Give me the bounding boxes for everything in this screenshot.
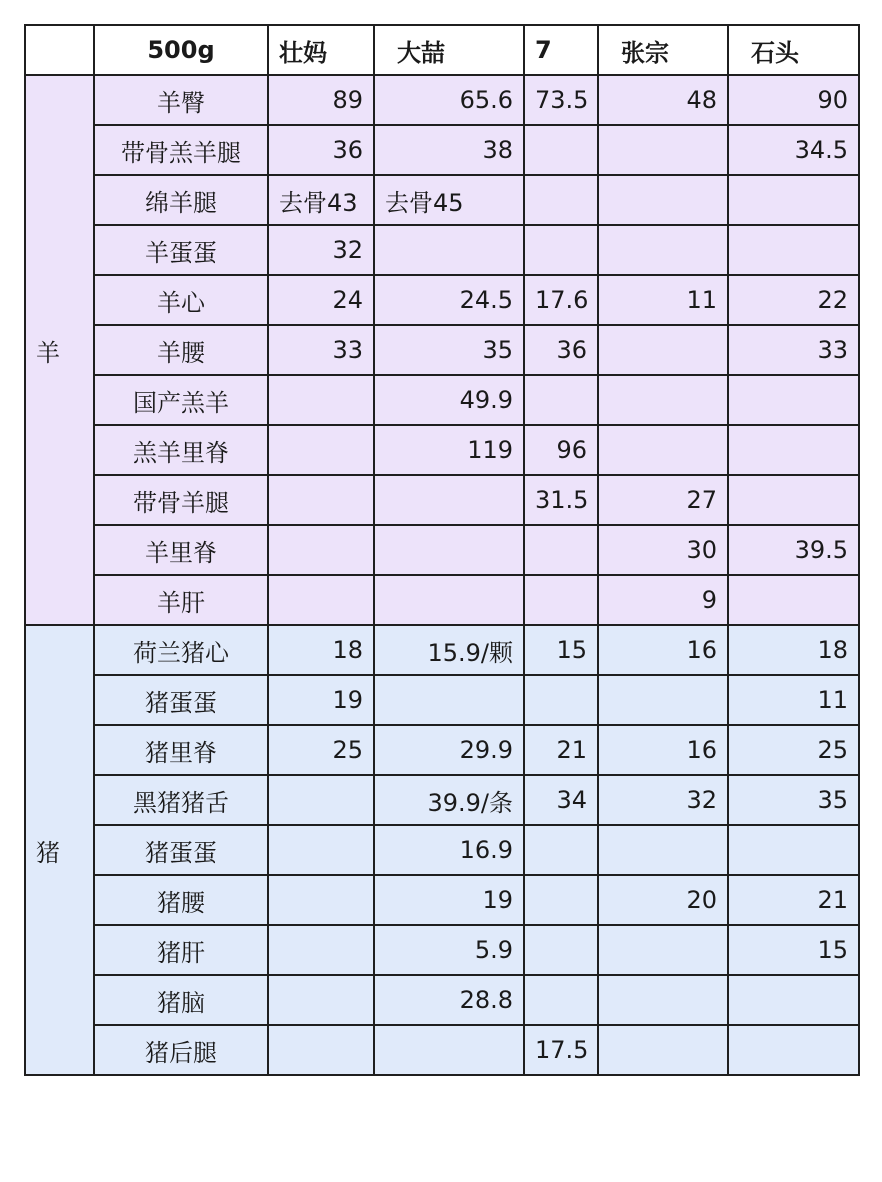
price-cell xyxy=(598,175,728,225)
price-cell: 25 xyxy=(268,725,374,775)
price-cell: 22 xyxy=(728,275,859,325)
price-cell xyxy=(524,175,598,225)
price-cell xyxy=(374,675,524,725)
price-cell: 48 xyxy=(598,75,728,125)
header-seven: 7 xyxy=(524,25,598,75)
price-cell xyxy=(374,575,524,625)
price-cell xyxy=(268,375,374,425)
item-name-cell: 黑猪猪舌 xyxy=(94,775,268,825)
price-cell xyxy=(268,575,374,625)
table-row xyxy=(25,575,859,625)
price-cell xyxy=(268,975,374,1025)
price-cell: 31.5 xyxy=(524,475,598,525)
table-row xyxy=(25,725,859,775)
price-cell: 16.9 xyxy=(374,825,524,875)
price-cell xyxy=(598,425,728,475)
price-cell xyxy=(524,925,598,975)
price-cell: 36 xyxy=(524,325,598,375)
table-row xyxy=(25,925,859,975)
price-cell xyxy=(524,225,598,275)
item-name-cell: 绵羊腿 xyxy=(94,175,268,225)
price-cell xyxy=(268,825,374,875)
price-cell: 24 xyxy=(268,275,374,325)
price-cell xyxy=(268,425,374,475)
price-cell: 25 xyxy=(728,725,859,775)
item-name-cell: 羊腰 xyxy=(94,325,268,375)
price-cell: 15 xyxy=(524,625,598,675)
price-cell xyxy=(524,125,598,175)
price-cell: 19 xyxy=(374,875,524,925)
table-row xyxy=(25,675,859,725)
price-cell: 38 xyxy=(374,125,524,175)
price-cell: 35 xyxy=(374,325,524,375)
price-cell: 17.5 xyxy=(524,1025,598,1075)
table-row xyxy=(25,875,859,925)
header-item: 500g xyxy=(94,25,268,75)
price-cell xyxy=(728,975,859,1025)
item-name-cell: 羔羊里脊 xyxy=(94,425,268,475)
price-cell: 21 xyxy=(728,875,859,925)
price-cell xyxy=(524,375,598,425)
table-row xyxy=(25,275,859,325)
item-name-cell: 猪后腿 xyxy=(94,1025,268,1075)
price-cell: 33 xyxy=(268,325,374,375)
price-cell: 5.9 xyxy=(374,925,524,975)
price-cell: 15.9/颗 xyxy=(374,625,524,675)
price-cell xyxy=(598,1025,728,1075)
category-cell-mutton: 羊 xyxy=(25,75,94,625)
price-cell: 18 xyxy=(268,625,374,675)
price-cell xyxy=(268,925,374,975)
price-cell: 11 xyxy=(728,675,859,725)
table-row xyxy=(25,475,859,525)
price-cell xyxy=(728,1025,859,1075)
item-name-cell: 带骨羔羊腿 xyxy=(94,125,268,175)
price-cell xyxy=(728,225,859,275)
item-name-cell: 羊臀 xyxy=(94,75,268,125)
price-cell: 32 xyxy=(598,775,728,825)
price-cell xyxy=(598,675,728,725)
item-name-cell: 猪腰 xyxy=(94,875,268,925)
item-name-cell: 羊里脊 xyxy=(94,525,268,575)
item-name-cell: 猪肝 xyxy=(94,925,268,975)
price-cell: 30 xyxy=(598,525,728,575)
price-cell xyxy=(598,225,728,275)
item-name-cell: 猪蛋蛋 xyxy=(94,675,268,725)
table-row xyxy=(25,75,859,125)
price-cell: 17.6 xyxy=(524,275,598,325)
price-cell xyxy=(728,175,859,225)
price-cell: 11 xyxy=(598,275,728,325)
price-cell: 9 xyxy=(598,575,728,625)
price-cell: 39.9/条 xyxy=(374,775,524,825)
table-row xyxy=(25,775,859,825)
price-cell: 34.5 xyxy=(728,125,859,175)
item-name-cell: 荷兰猪心 xyxy=(94,625,268,675)
table-row xyxy=(25,325,859,375)
price-cell xyxy=(268,1025,374,1075)
table-row xyxy=(25,1025,859,1075)
price-cell xyxy=(728,375,859,425)
price-cell: 49.9 xyxy=(374,375,524,425)
item-name-cell: 羊心 xyxy=(94,275,268,325)
price-cell xyxy=(728,575,859,625)
price-cell: 39.5 xyxy=(728,525,859,575)
item-name-cell: 国产羔羊 xyxy=(94,375,268,425)
price-cell xyxy=(268,525,374,575)
price-cell: 32 xyxy=(268,225,374,275)
price-cell: 21 xyxy=(524,725,598,775)
table-row xyxy=(25,825,859,875)
price-cell: 29.9 xyxy=(374,725,524,775)
table-row xyxy=(25,175,859,225)
item-name-cell: 猪蛋蛋 xyxy=(94,825,268,875)
price-cell xyxy=(374,475,524,525)
price-cell: 19 xyxy=(268,675,374,725)
table-body xyxy=(25,75,859,1075)
price-cell xyxy=(728,825,859,875)
price-cell xyxy=(524,975,598,1025)
price-cell xyxy=(374,525,524,575)
table-row xyxy=(25,975,859,1025)
price-cell: 65.6 xyxy=(374,75,524,125)
header-zhuangma: 壮妈 xyxy=(268,25,374,75)
price-cell xyxy=(598,825,728,875)
header-shitou: 石头 xyxy=(728,25,859,75)
price-cell xyxy=(598,925,728,975)
item-name-cell: 带骨羊腿 xyxy=(94,475,268,525)
table-row xyxy=(25,625,859,675)
price-cell: 119 xyxy=(374,425,524,475)
price-cell xyxy=(524,825,598,875)
price-cell: 16 xyxy=(598,625,728,675)
price-cell: 28.8 xyxy=(374,975,524,1025)
price-cell xyxy=(268,775,374,825)
price-cell xyxy=(374,225,524,275)
table-row xyxy=(25,225,859,275)
price-cell: 16 xyxy=(598,725,728,775)
item-name-cell: 猪脑 xyxy=(94,975,268,1025)
header-dazhe: 大喆 xyxy=(374,25,524,75)
price-cell xyxy=(268,475,374,525)
table-row xyxy=(25,425,859,475)
price-cell: 34 xyxy=(524,775,598,825)
header-row xyxy=(25,25,859,75)
price-cell xyxy=(524,575,598,625)
header-category xyxy=(25,25,94,75)
table-row xyxy=(25,125,859,175)
price-cell: 去骨45 xyxy=(374,175,524,225)
price-cell: 15 xyxy=(728,925,859,975)
item-name-cell: 羊蛋蛋 xyxy=(94,225,268,275)
price-cell: 89 xyxy=(268,75,374,125)
price-cell xyxy=(524,875,598,925)
price-cell xyxy=(268,875,374,925)
price-cell xyxy=(374,1025,524,1075)
header-zhangzong: 张宗 xyxy=(598,25,728,75)
price-cell: 36 xyxy=(268,125,374,175)
price-cell: 73.5 xyxy=(524,75,598,125)
price-cell: 24.5 xyxy=(374,275,524,325)
price-cell xyxy=(598,975,728,1025)
price-cell: 90 xyxy=(728,75,859,125)
category-cell-pork: 猪 xyxy=(25,625,94,1075)
price-cell xyxy=(598,325,728,375)
price-cell xyxy=(728,425,859,475)
price-table xyxy=(24,24,860,1076)
price-cell xyxy=(524,675,598,725)
table-row xyxy=(25,375,859,425)
item-name-cell: 猪里脊 xyxy=(94,725,268,775)
price-cell: 去骨43 xyxy=(268,175,374,225)
price-cell xyxy=(598,125,728,175)
price-cell xyxy=(728,475,859,525)
price-cell: 20 xyxy=(598,875,728,925)
price-cell: 27 xyxy=(598,475,728,525)
price-cell: 35 xyxy=(728,775,859,825)
table-row xyxy=(25,525,859,575)
price-cell: 33 xyxy=(728,325,859,375)
price-cell xyxy=(524,525,598,575)
price-cell xyxy=(598,375,728,425)
price-cell: 96 xyxy=(524,425,598,475)
item-name-cell: 羊肝 xyxy=(94,575,268,625)
price-cell: 18 xyxy=(728,625,859,675)
